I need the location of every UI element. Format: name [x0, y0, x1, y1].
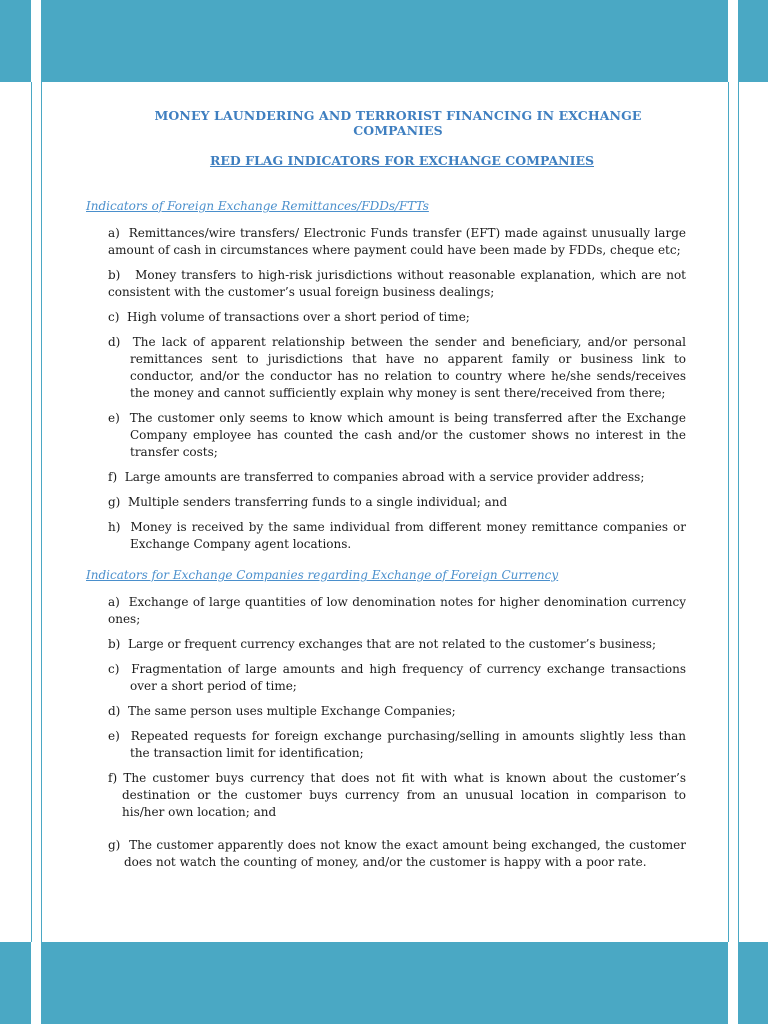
item-text: Large or frequent currency exchanges that are not related to the customer’s business;	[128, 637, 656, 651]
section-heading: Indicators of Foreign Exchange Remittances/FDDs/FTTs	[86, 199, 429, 213]
list-item	[80, 703, 686, 720]
list-item	[80, 770, 686, 821]
list-item	[80, 309, 686, 326]
header-band	[41, 0, 728, 82]
border-line	[31, 82, 32, 942]
item-text: The customer buys currency that does not fit with what is known about the customer’s destination or the customer buys currency from an unusual location in comparison to his/her own location; and	[122, 771, 686, 819]
item-label: g)	[108, 495, 121, 509]
document-title: MONEY LAUNDERING AND TERRORIST FINANCING IN EXCHANGE COMPANIES	[154, 108, 642, 138]
item-text: Multiple senders transferring funds to a single individual; and	[128, 495, 508, 509]
item-label: b)	[108, 268, 121, 282]
item-label: b)	[108, 637, 121, 651]
list-item	[80, 334, 686, 402]
header-band-left	[0, 0, 31, 82]
item-label: f)	[108, 470, 118, 484]
item-label: a)	[108, 226, 120, 240]
item-text: The customer only seems to know which amount is being transferred after the Exchange Company employee has counted the cash and/or the customer shows no interest in the transfer costs;	[129, 411, 686, 459]
list-item	[80, 728, 686, 762]
footer-band-left	[0, 942, 31, 1024]
item-text: High volume of transactions over a short period of time;	[127, 310, 470, 324]
border-line	[738, 82, 739, 942]
list-item	[80, 837, 686, 871]
list-item	[80, 469, 686, 486]
list-item	[80, 594, 686, 628]
item-text: Money is received by the same individual from different money remittance companies or Exchange Company agent locations.	[130, 520, 686, 551]
section-currency-exchange	[80, 568, 686, 871]
item-text: The same person uses multiple Exchange Companies;	[128, 704, 456, 718]
item-label: e)	[108, 729, 120, 743]
section-heading: Indicators for Exchange Companies regarding Exchange of Foreign Currency	[86, 568, 559, 582]
item-label: d)	[108, 704, 121, 718]
list-item	[80, 661, 686, 695]
item-label: h)	[108, 520, 121, 534]
item-text: Repeated requests for foreign exchange purchasing/selling in amounts slightly less than the transaction limit for identification;	[130, 729, 686, 760]
item-text: Exchange of large quantities of low denomination notes for higher denomination currency ones;	[108, 595, 686, 626]
item-label: e)	[108, 411, 120, 425]
item-label: a)	[108, 595, 120, 609]
item-label: c)	[108, 662, 120, 676]
document-body	[80, 108, 686, 879]
item-text: Fragmentation of large amounts and high frequency of currency exchange transactions over a short period of time;	[130, 662, 686, 693]
list-item	[80, 267, 686, 301]
list-item	[80, 225, 686, 259]
list-item	[80, 636, 686, 653]
list-item	[80, 519, 686, 553]
border-line	[728, 82, 729, 942]
item-label: c)	[108, 310, 120, 324]
item-text: The customer apparently does not know the exact amount being exchanged, the customer does not watch the counting of money, and/or the customer is happy with a poor rate.	[124, 838, 686, 869]
footer-band-right	[738, 942, 768, 1024]
item-label: d)	[108, 335, 121, 349]
list-item	[80, 410, 686, 461]
item-text: Large amounts are transferred to companies abroad with a service provider address;	[124, 470, 645, 484]
footer-band	[41, 942, 728, 1024]
item-text: The lack of apparent relationship between the sender and beneficiary, and/or personal remittances sent to jurisdictions that have no apparent family or business link to conductor, and/or the conductor has no relation to country where he/she sends/receives the money and cannot sufficiently explain why money is sent there/received from there;	[130, 335, 686, 400]
item-label: f)	[108, 771, 118, 785]
list-item	[80, 494, 686, 511]
section-remittances	[80, 199, 686, 553]
item-label: g)	[108, 838, 121, 852]
item-text: Money transfers to high-risk jurisdictions without reasonable explanation, which are not consistent with the customer’s usual foreign business dealings;	[108, 268, 686, 299]
document-subtitle: RED FLAG INDICATORS FOR EXCHANGE COMPANIES	[209, 153, 594, 168]
header-band-right	[738, 0, 768, 82]
item-text: Remittances/wire transfers/ Electronic Funds transfer (EFT) made against unusually large amount of cash in circumstances where payment could have been made by FDDs, cheque etc;	[108, 226, 686, 257]
border-line	[41, 82, 42, 942]
